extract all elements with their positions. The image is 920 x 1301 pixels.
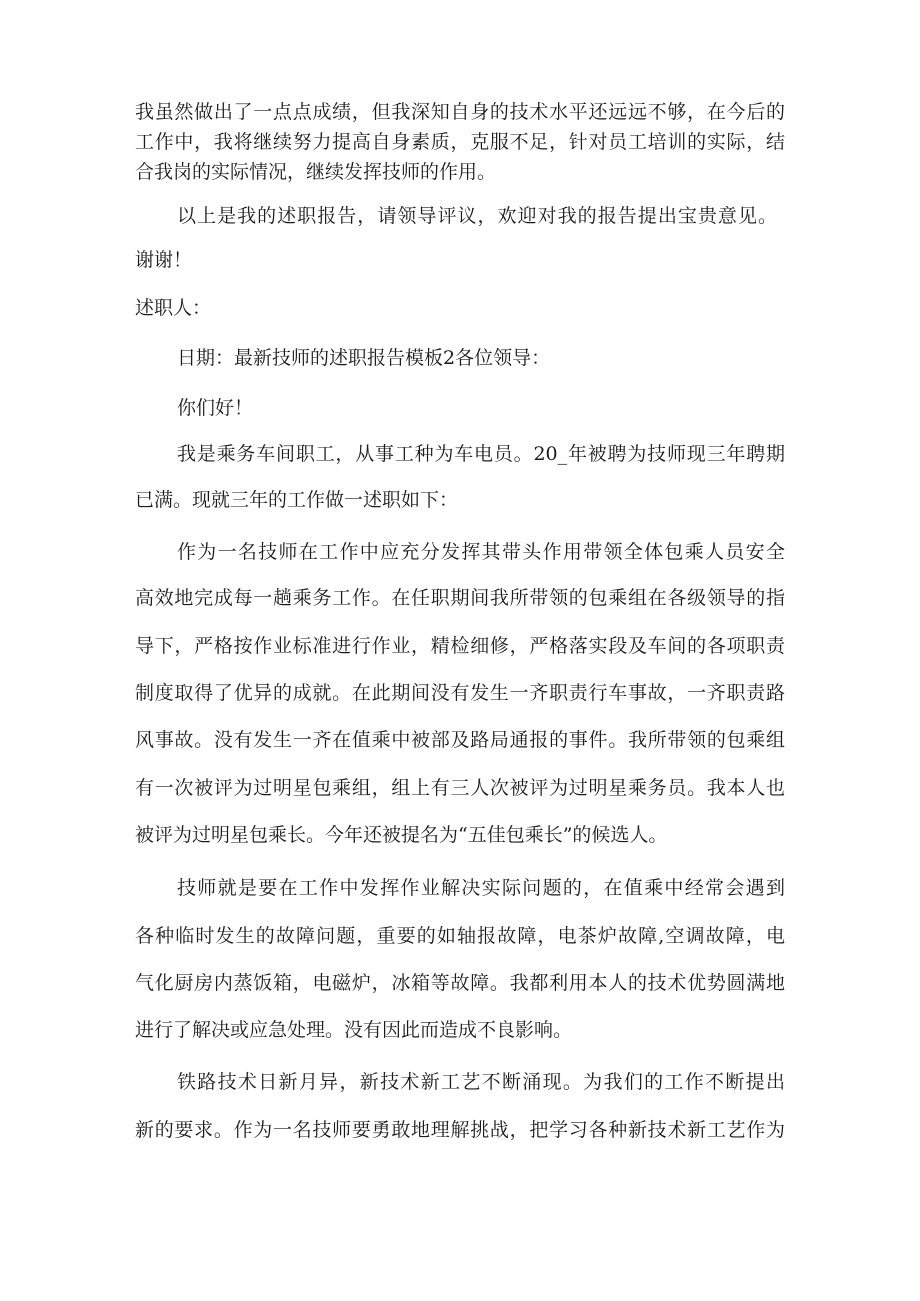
text-line: 我虽然做出了一点点成绩，但我深知自身的技术水平还远远不够，在今后的	[135, 101, 785, 123]
text-line: 被评为过明星包乘长。今年还被提名为“五佳包乘长”的候选人。	[135, 824, 668, 846]
text-line: 作为一名技师在工作中应充分发挥其带头作用带领全体包乘人员安全	[177, 541, 785, 563]
text-line: 工作中，我将继续努力提高自身素质，克服不足，针对员工培训的实际，结	[135, 131, 785, 153]
text-line: 制度取得了优异的成就。在此期间没有发生一齐职责行车事故，一齐职责路	[135, 682, 785, 704]
text-line: 铁路技术日新月异，新技术新工艺不断涌现。为我们的工作不断提出	[177, 1071, 785, 1093]
text-line: 导下，严格按作业标准进行作业，精检细修，严格落实段及车间的各项职责	[135, 635, 785, 657]
text-line: 技师就是要在工作中发挥作业解决实际问题的，在值乘中经常会遇到	[177, 877, 785, 899]
text-line: 以上是我的述职报告，请领导评议，欢迎对我的报告提出宝贵意见。	[177, 205, 777, 227]
text-line: 我是乘务车间职工，从事工种为车电员。20_年被聘为技师现三年聘期	[177, 443, 785, 465]
text-line: 风事故。没有发生一齐在值乘中被部及路局通报的事件。我所带领的包乘组	[135, 729, 785, 751]
text-line: 气化厨房内蒸饭箱，电磁炉，冰箱等故障。我都利用本人的技术优势圆满地	[135, 972, 785, 994]
text-line: 新的要求。作为一名技师要勇敢地理解挑战，把学习各种新技术新工艺作为	[135, 1119, 785, 1141]
text-line: 你们好！	[177, 397, 254, 419]
text-line: 高效地完成每一趟乘务工作。在任职期间我所带领的包乘组在各级领导的指	[135, 587, 785, 609]
text-line: 述职人：	[135, 297, 212, 319]
text-line: 合我岗的实际情况，继续发挥技师的作用。	[135, 161, 497, 183]
text-line: 有一次被评为过明星包乘组，组上有三人次被评为过明星乘务员。我本人也	[135, 777, 785, 799]
text-line: 进行了解决或应急处理。没有因此而造成不良影响。	[135, 1019, 573, 1041]
text-line: 日期：最新技师的述职报告模板2各位领导：	[177, 347, 551, 369]
text-line: 谢谢！	[135, 249, 193, 271]
text-line: 各种临时发生的故障问题，重要的如轴报故障，电茶炉故障,空调故障，电	[135, 925, 785, 947]
text-line: 已满。现就三年的工作做一述职如下：	[135, 489, 459, 511]
